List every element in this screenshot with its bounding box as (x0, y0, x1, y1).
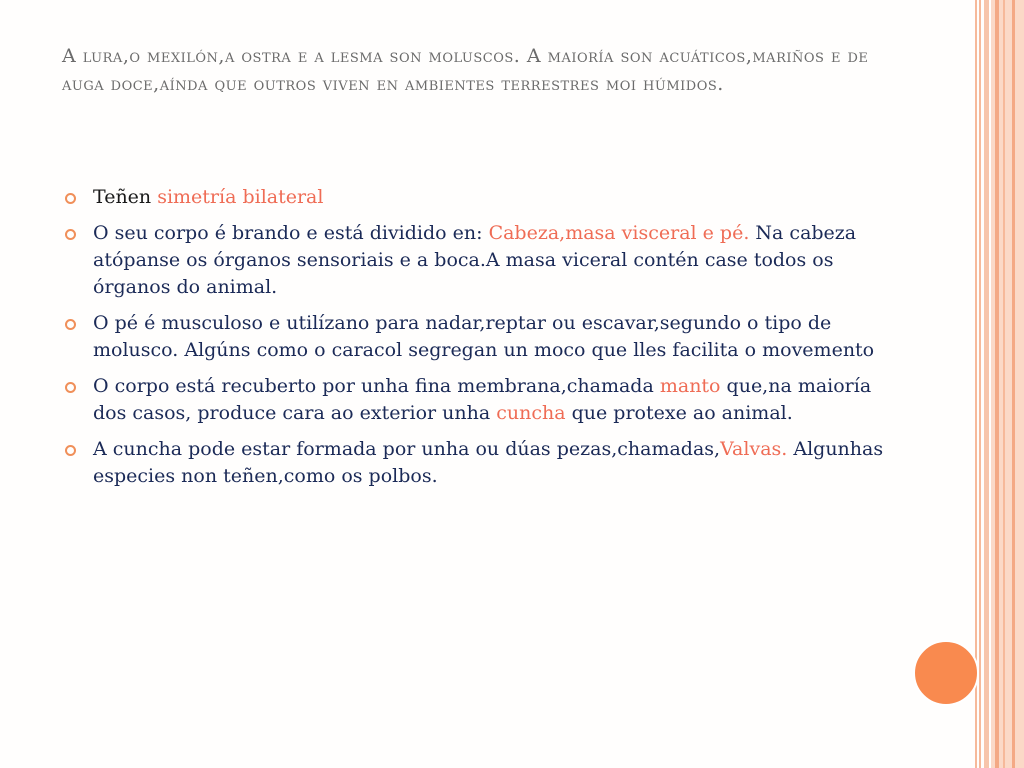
circle-bullet-icon (65, 382, 76, 393)
bullet-text: Teñen (93, 186, 158, 208)
circle-bullet-icon (65, 319, 76, 330)
bullet-text: que protexe ao animal. (565, 402, 793, 424)
circle-bullet-icon (65, 229, 76, 240)
highlight-text: simetría bilateral (157, 186, 324, 208)
decor-stripe (979, 0, 981, 768)
highlight-text: Cabeza,masa visceral e pé. (488, 222, 750, 244)
highlight-text: cuncha (496, 402, 566, 424)
bullet-text: que,na maioría dos casos, produce cara ao exterior unha (93, 375, 872, 424)
bullet-item (64, 373, 884, 427)
bullet-text: O seu corpo é brando e está dividido en: (93, 222, 489, 244)
decor-stripe (975, 0, 977, 768)
slide-title: A lura,o mexilón,a ostra e a lesma son moluscos. A maioría son acuáticos,mariños e de auga doce,aínda que outros viven en ambientes terrestres moi húmidos. (62, 45, 869, 95)
bullet-item (64, 184, 884, 211)
bullet-text: Na cabeza atópanse os órganos sensoriais e a boca.A masa viceral contén case todos os órganos do animal. (93, 222, 857, 298)
decor-stripe (984, 0, 989, 768)
bullet-list (64, 184, 884, 499)
decor-stripe (1012, 0, 1015, 768)
decor-circle (913, 640, 979, 706)
highlight-text: manto (659, 375, 721, 397)
bullet-text: Algunhas especies non teñen,como os polbos. (93, 438, 884, 487)
highlight-text: Valvas. (720, 438, 788, 460)
bullet-text: A cuncha pode estar formada por unha ou dúas pezas,chamadas, (93, 438, 721, 460)
circle-bullet-icon (65, 193, 76, 204)
bullet-item (64, 436, 884, 490)
bullet-text: O pé é musculoso e utilízano para nadar,reptar ou escavar,segundo o tipo de molusco. Algúns como o caracol segregan un moco que lles facilita o movemento (93, 312, 875, 361)
bullet-item (64, 310, 884, 364)
bullet-item (64, 220, 884, 301)
circle-bullet-icon (65, 445, 76, 456)
decor-stripe (1003, 0, 1005, 768)
bullet-text: O corpo está recuberto por unha fina membrana,chamada (93, 375, 660, 397)
decor-stripe (995, 0, 999, 768)
